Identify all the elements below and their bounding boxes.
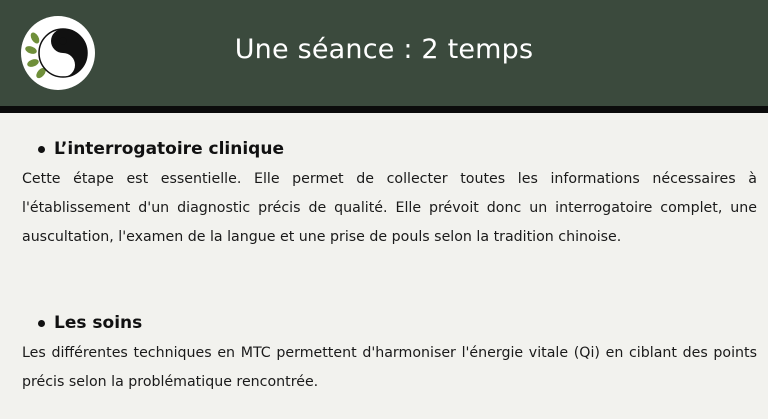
header-bar [0, 0, 768, 106]
section-heading-label: Les soins [54, 313, 143, 333]
bullet-icon [38, 146, 45, 153]
section-paragraph: Les différentes techniques en MTC permettent d'harmoniser l'énergie vitale (Qi) en ciblant des points précis selon la problématique rencontrée. [22, 345, 757, 390]
bullet-icon [38, 320, 45, 327]
page-title: Une séance : 2 temps [234, 34, 534, 65]
section-heading [38, 139, 757, 159]
section-heading [38, 313, 757, 333]
section-soins [22, 313, 757, 397]
section-interrogatoire [22, 139, 757, 252]
header-divider [0, 106, 768, 113]
section-paragraph: Cette étape est essentielle. Elle permet de collecter toutes les informations nécessaires à l'établissement d'un diagnostic précis de qualité. Elle prévoit donc un interrogatoire complet, une auscultation, l'examen de la langue et une prise de pouls selon la tradition chinoise. [22, 171, 757, 245]
section-heading-label: L’interrogatoire clinique [54, 139, 284, 159]
